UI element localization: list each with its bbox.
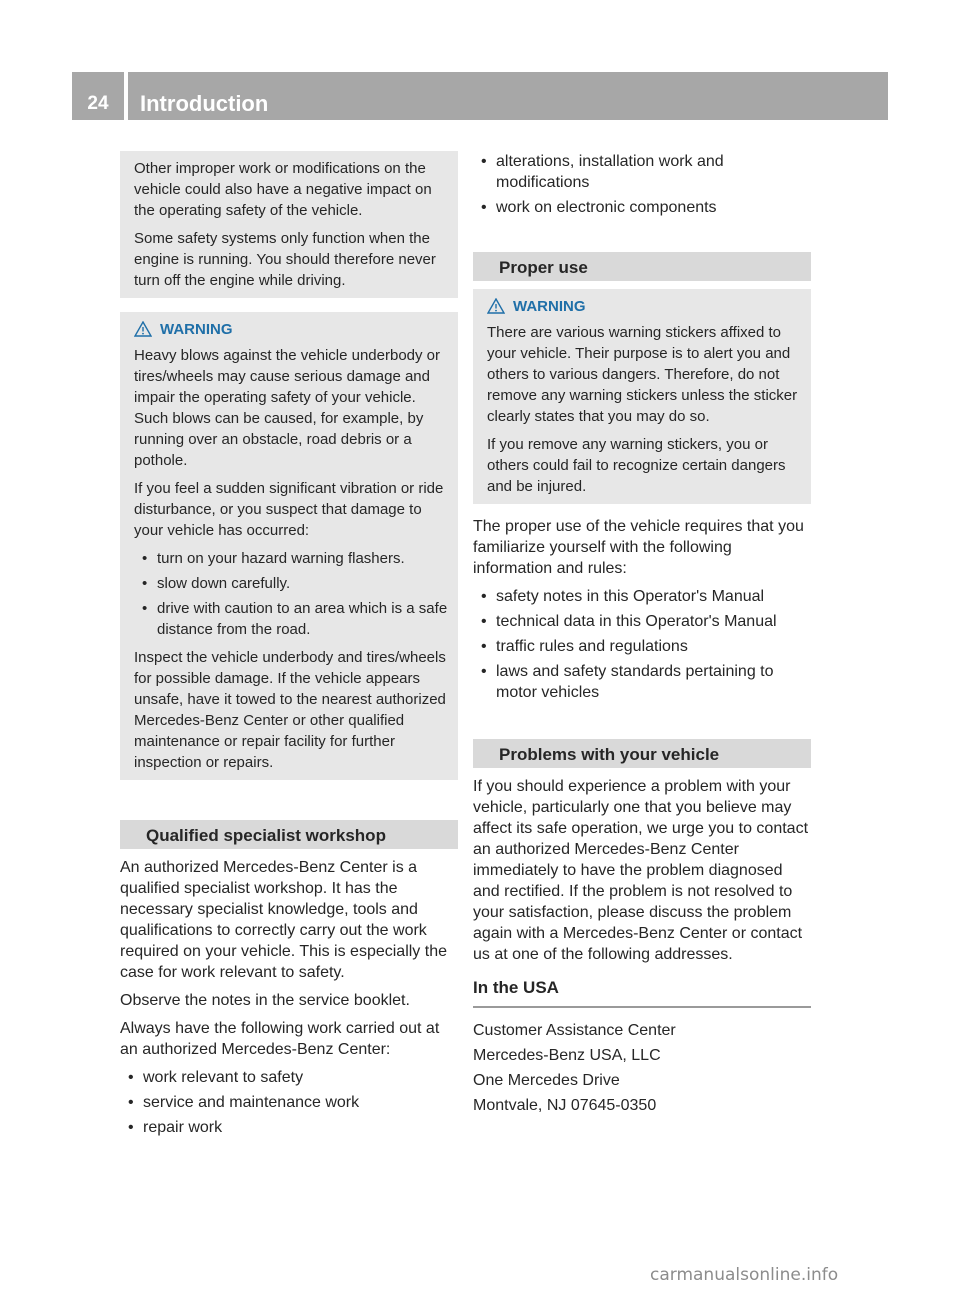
page-header — [72, 72, 888, 120]
warning-label: WARNING — [160, 321, 233, 338]
continued-list — [473, 151, 811, 218]
list-item: • slow down carefully. — [142, 573, 449, 594]
note-box — [120, 151, 458, 298]
bullet-list — [473, 151, 811, 218]
left-column — [120, 151, 458, 1145]
list-item: • repair work — [128, 1117, 458, 1138]
body-paragraph: Observe the notes in the service booklet. — [120, 992, 410, 1009]
body-paragraph: Always have the following work carried out at an authorized Mercedes-Benz Center: — [120, 1020, 440, 1058]
warning-label: WARNING — [513, 298, 586, 315]
warning-paragraph: If you feel a sudden significant vibration or ride disturbance, or you suspect that damage to your vehicle has occurred: — [134, 480, 444, 539]
body-paragraph: An authorized Mercedes-Benz Center is a qualified specialist workshop. It has the necessary specialist knowledge, tools and qualifications to correctly carry out the work required on your vehicle. This is especially the case for work relevant to safety. — [120, 859, 447, 981]
section-body — [120, 857, 458, 1138]
warning-box — [120, 312, 458, 780]
proper-use-body — [473, 516, 811, 703]
warning-title — [134, 319, 449, 340]
warning-paragraph: Heavy blows against the vehicle underbody or tires/wheels may cause serious damage and impair the operating safety of your vehicle. Such blows can be caused, for example, by running over an obstacle, road debris or a pothole. — [134, 347, 441, 469]
list-item: • alterations, installation work and modifications — [481, 151, 811, 193]
address-block — [473, 1020, 811, 1116]
warning-box — [473, 289, 811, 504]
problems-body — [473, 776, 811, 965]
right-column — [473, 151, 811, 1120]
address-line: Montvale, NJ 07645-0350 — [473, 1097, 657, 1114]
warning-title — [487, 296, 802, 317]
warning-paragraph: If you remove any warning stickers, you or others could fail to recognize certain dangers and be injured. — [487, 436, 786, 495]
section-heading-proper-use: Proper use — [473, 252, 811, 281]
address-line: Mercedes-Benz USA, LLC — [473, 1047, 661, 1064]
warning-paragraph: There are various warning stickers affixed to your vehicle. Their purpose is to alert you and others to various dangers. Therefore, do not remove any warning stickers unless the sticker clearly states that you may do so. — [487, 324, 798, 425]
list-item: • safety notes in this Operator's Manual — [481, 586, 811, 607]
chapter-title: Introduction — [140, 91, 269, 116]
list-item: • work relevant to safety — [128, 1067, 458, 1088]
note-paragraph: Some safety systems only function when the engine is running. You should therefore never turn off the engine while driving. — [134, 230, 436, 289]
list-item: • work on electronic components — [481, 197, 811, 218]
bullet-list — [120, 1067, 458, 1138]
warning-bullet-list — [134, 548, 449, 640]
list-item: • traffic rules and regulations — [481, 636, 811, 657]
subheading-usa: In the USA — [473, 977, 811, 1008]
list-item: • technical data in this Operator's Manual — [481, 611, 811, 632]
warning-triangle-icon — [487, 298, 505, 314]
body-paragraph: The proper use of the vehicle requires that you familiarize yourself with the following information and rules: — [473, 518, 804, 577]
section-heading-problems: Problems with your vehicle — [473, 739, 811, 768]
page-number: 24 — [87, 93, 109, 114]
warning-triangle-icon — [134, 321, 152, 337]
warning-paragraph: Inspect the vehicle underbody and tires/wheels for possible damage. If the vehicle appears unsafe, have it towed to the nearest authorized Mercedes-Benz Center or other qualified maintenance or repair facility for further inspection or repairs. — [134, 649, 446, 771]
note-paragraph: Other improper work or modifications on the vehicle could also have a negative impact on the operating safety of the vehicle. — [134, 160, 432, 219]
list-item: • drive with caution to an area which is a safe distance from the road. — [142, 598, 449, 640]
address-line: Customer Assistance Center — [473, 1022, 676, 1039]
body-paragraph: If you should experience a problem with your vehicle, particularly one that you believe may affect its safe operation, we urge you to contact an authorized Mercedes-Benz Center immediately to have the problem diagnosed and rectified. If the problem is not resolved to your satisfaction, please discuss the problem again with a Mercedes-Benz Center or contact us at one of the following addresses. — [473, 778, 809, 963]
header-divider — [124, 72, 128, 120]
list-item: • laws and safety standards pertaining to motor vehicles — [481, 661, 811, 703]
list-item: • turn on your hazard warning flashers. — [142, 548, 449, 569]
address-line: One Mercedes Drive — [473, 1072, 620, 1089]
watermark: carmanualsonline.info — [650, 1265, 839, 1285]
list-item: • service and maintenance work — [128, 1092, 458, 1113]
section-heading-qualified-workshop: Qualified specialist workshop — [120, 820, 458, 849]
bullet-list — [473, 586, 811, 703]
